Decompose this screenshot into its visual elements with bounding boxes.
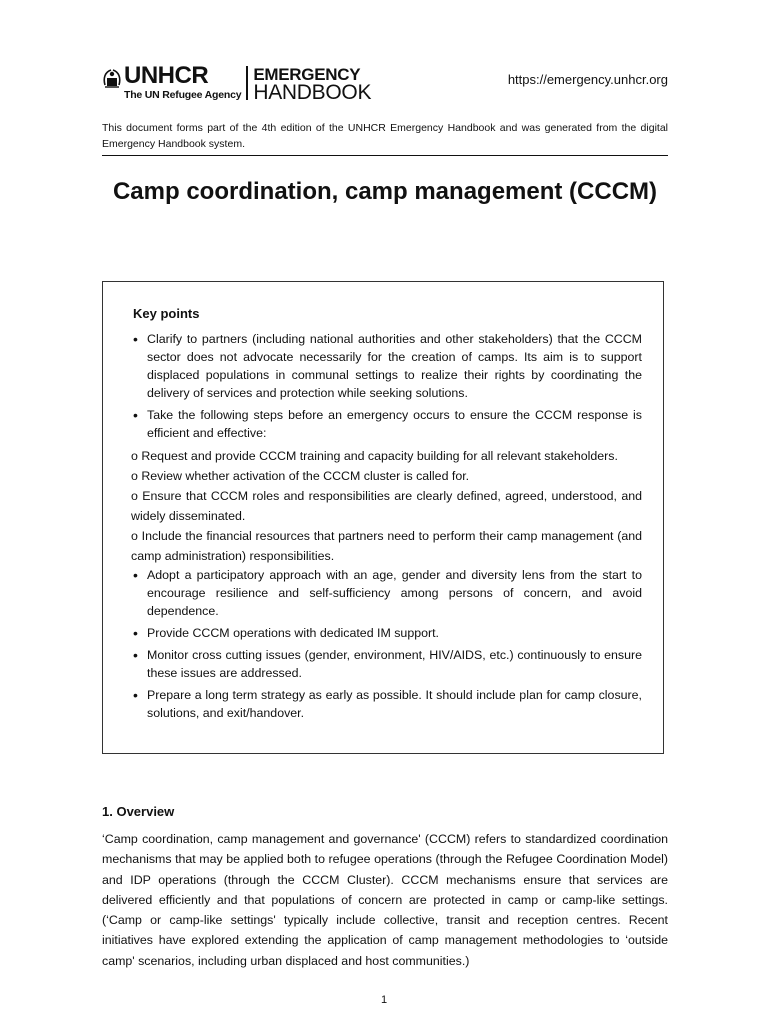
page-title: Camp coordination, camp management (CCCM) — [112, 178, 658, 205]
key-points-box — [102, 281, 664, 754]
key-point-sub-item: o Request and provide CCCM training and capacity building for all relevant stakeholders. — [131, 449, 618, 463]
header-divider — [102, 155, 668, 156]
key-point-sub-item: o Ensure that CCCM roles and responsibilities are clearly defined, agreed, understood, and widely disseminated. — [131, 489, 642, 523]
logo-series-top: EMERGENCY — [253, 65, 361, 84]
key-point-sub-item: o Review whether activation of the CCCM cluster is called for. — [131, 469, 470, 483]
logo-org-name: UNHCR — [124, 62, 209, 89]
page-header — [102, 64, 668, 104]
logo-tagline: The UN Refugee Agency — [124, 89, 242, 101]
key-points-heading: Key points — [133, 306, 200, 321]
key-points-list — [131, 330, 642, 726]
overview-paragraph: ‘Camp coordination, camp management and governance' (CCCM) refers to standardized coordination mechanisms that may be applied both to refugee operations (through the Refugee Coordination Model) and IDP operations (through the CCCM Cluster). CCCM mechanisms ensure that services are delivered efficiently and that populations of concern are protected in camp or camp-like settings. (‘Camp or camp-like settings' typically include collective, transit and reception centres. Recent initiatives have explored extending the application of camp management methodologies to ‘outside camp' scenarios, including urban displaced and host communities.) — [102, 832, 668, 968]
key-point-sub-item: o Include the financial resources that partners need to perform their camp management (and camp administration) responsibilities. — [131, 529, 642, 563]
key-point-item: • Provide CCCM operations with dedicated IM support. — [131, 624, 642, 642]
logo-divider — [246, 66, 248, 100]
unhcr-emergency-handbook-logo — [102, 64, 371, 104]
key-point-item: • Monitor cross cutting issues (gender, environment, HIV/AIDS, etc.) continuously to ensure these issues are addressed. — [131, 646, 642, 682]
logo-series-bottom: HANDBOOK — [253, 81, 372, 104]
page-number: 1 — [380, 994, 388, 1006]
site-url-link[interactable]: https://emergency.unhcr.org — [507, 72, 668, 87]
key-point-item: • Prepare a long term strategy as early as possible. It should include plan for camp closure, solutions, and exit/handover. — [131, 686, 642, 722]
key-point-item: • Clarify to partners (including national authorities and other stakeholders) that the CCCM sector does not advocate necessarily for the creation of camps. Its aim is to support displaced populations in communal settings to realize their rights by coordinating the delivery of services and protection while seeking solutions. — [131, 330, 642, 402]
unhcr-emblem-icon — [102, 66, 122, 90]
key-point-item: • Adopt a participatory approach with an age, gender and diversity lens from the start to encourage resilience and self-sufficiency among persons of concern, and avoid dependence. — [131, 566, 642, 620]
disclaimer-text: This document forms part of the 4th edition of the UNHCR Emergency Handbook and was generated from the digital Emergency Handbook system. — [102, 122, 668, 150]
key-point-item: • Take the following steps before an emergency occurs to ensure the CCCM response is efficient and effective: — [131, 406, 642, 442]
overview-heading: 1. Overview — [102, 804, 175, 819]
